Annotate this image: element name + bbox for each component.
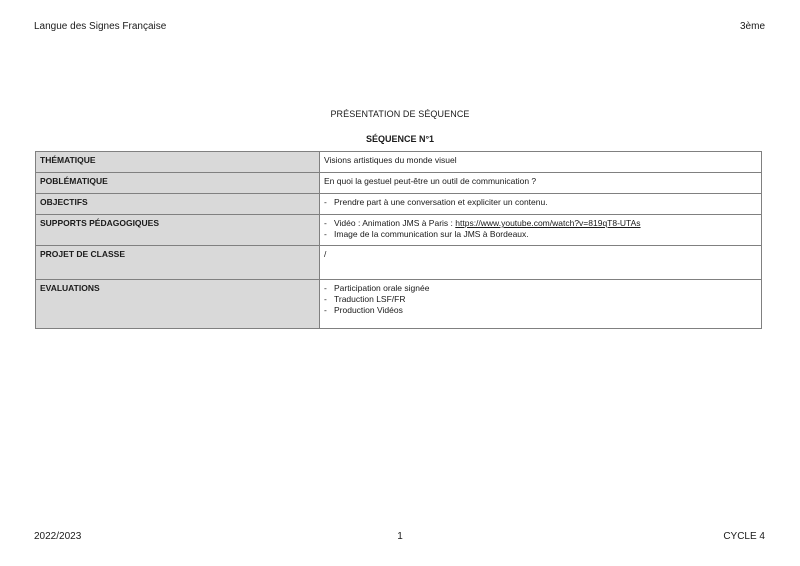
bullet-dash: -	[324, 229, 327, 239]
list-item	[324, 197, 757, 208]
list-item	[324, 283, 757, 294]
support-video-text: Vidéo : Animation JMS à Paris :	[334, 218, 456, 228]
bullet-dash: -	[324, 283, 327, 293]
row-value-evaluations	[320, 280, 762, 329]
row-value-projet: /	[320, 246, 762, 280]
list-item	[324, 218, 757, 229]
document-title: PRÉSENTATION DE SÉQUENCE	[330, 109, 470, 119]
bullet-dash: -	[324, 305, 327, 315]
support-image-text: Image de la communication sur la JMS à Bordeaux.	[334, 229, 529, 239]
row-value-supports	[320, 215, 762, 246]
header-subject: Langue des Signes Française	[34, 21, 167, 32]
footer-cycle: CYCLE 4	[723, 531, 765, 542]
row-value-objectifs	[320, 194, 762, 215]
list-item	[324, 305, 757, 316]
row-label-thematique: THÉMATIQUE	[36, 152, 320, 173]
support-video-link[interactable]: https://www.youtube.com/watch?v=819qT8-UTAs	[455, 218, 641, 228]
row-value-thematique: Visions artistiques du monde visuel	[320, 152, 762, 173]
row-value-problematique: En quoi la gestuel peut-être un outil de communication ?	[320, 173, 762, 194]
footer-year: 2022/2023	[34, 531, 82, 542]
row-label-problematique: POBLÉMATIQUE	[36, 173, 320, 194]
evaluation-text: Production Vidéos	[334, 305, 403, 315]
list-item	[324, 294, 757, 305]
table-row-projet	[36, 246, 762, 280]
row-label-supports: SUPPORTS PÉDAGOGIQUES	[36, 215, 320, 246]
table-row-supports	[36, 215, 762, 246]
list-item	[324, 229, 757, 240]
row-label-objectifs: OBJECTIFS	[36, 194, 320, 215]
bullet-dash: -	[324, 197, 327, 207]
objectif-text: Prendre part à une conversation et expliciter un contenu.	[334, 197, 548, 207]
row-label-projet: PROJET DE CLASSE	[36, 246, 320, 280]
bullet-dash: -	[324, 218, 327, 228]
table-row-problematique	[36, 173, 762, 194]
sequence-title: SÉQUENCE N°1	[365, 134, 435, 144]
bullet-dash: -	[324, 294, 327, 304]
header-grade: 3ème	[739, 21, 765, 32]
table-row-objectifs	[36, 194, 762, 215]
footer-page-number: 1	[397, 531, 403, 542]
table-row-evaluations	[36, 280, 762, 329]
evaluation-text: Traduction LSF/FR	[334, 294, 406, 304]
sequence-table	[35, 151, 762, 329]
evaluation-text: Participation orale signée	[334, 283, 430, 293]
row-label-evaluations: EVALUATIONS	[36, 280, 320, 329]
table-row-thematique	[36, 152, 762, 173]
